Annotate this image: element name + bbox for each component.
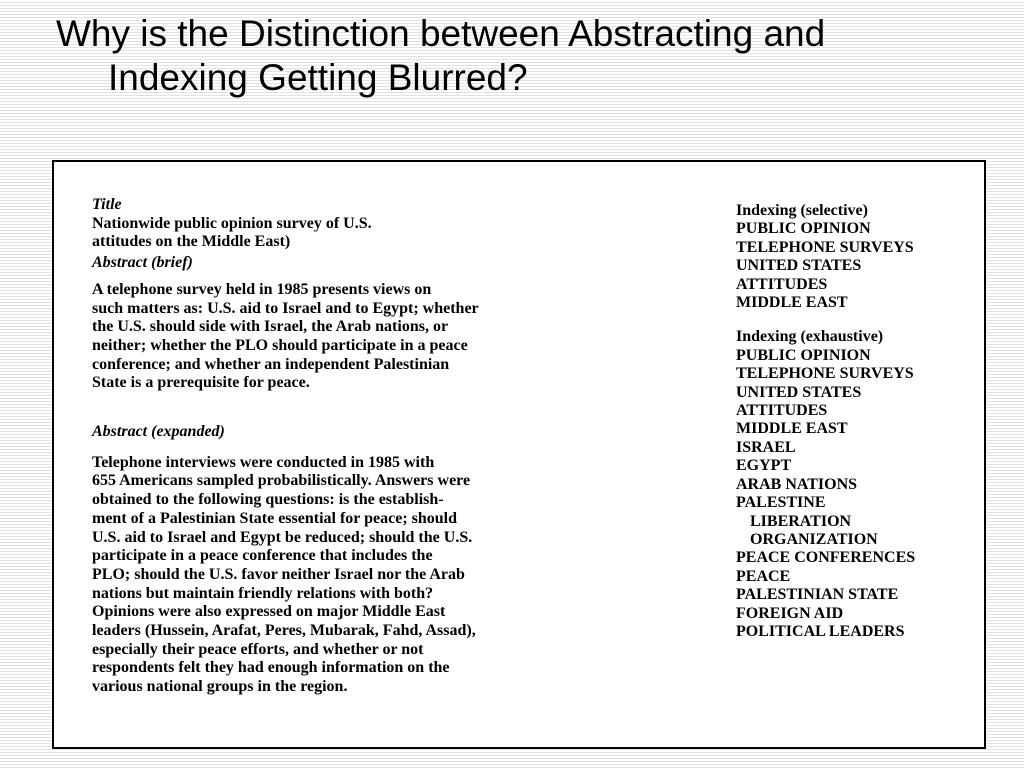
index-term: TELEPHONE SURVEYS: [736, 238, 914, 256]
index-term: UNITED STATES: [736, 257, 862, 275]
indexing-exhaustive-list: [736, 347, 984, 642]
abstract-brief-line: State is a prerequisite for peace.: [92, 374, 310, 392]
indexing-column: [736, 202, 984, 641]
slide-title: [56, 12, 996, 100]
abstract-expanded-line: ment of a Palestinian State essential for peace; should: [92, 509, 458, 527]
abstract-brief-line: conference; and whether an independent Palestinian: [92, 355, 450, 373]
abstract-brief-text: [92, 281, 682, 393]
indexing-exhaustive-heading: Indexing (exhaustive): [736, 328, 884, 346]
index-term: LIBERATION: [750, 512, 852, 530]
index-term: ORGANIZATION: [750, 530, 878, 548]
index-term: PALESTINIAN STATE: [736, 586, 899, 604]
index-term: ARAB NATIONS: [736, 475, 858, 493]
index-term: ATTITUDES: [736, 402, 828, 420]
index-term: PEACE: [736, 567, 791, 585]
abstract-brief-heading: Abstract (brief): [92, 254, 193, 272]
abstract-expanded-line: PLO; should the U.S. favor neither Israel nor the Arab: [92, 565, 465, 583]
index-term: FOREIGN AID: [736, 604, 844, 622]
index-term: UNITED STATES: [736, 383, 862, 401]
abstract-expanded-heading: Abstract (expanded): [92, 423, 225, 441]
abstract-expanded-line: 655 Americans sampled probabilistically. Answers were: [92, 472, 471, 490]
abstract-expanded-line: participate in a peace conference that includes the: [92, 547, 433, 565]
index-term: PALESTINE: [736, 494, 826, 512]
abstract-expanded-line: nations but maintain friendly relations with both?: [92, 584, 434, 602]
abstract-brief-line: such matters as: U.S. aid to Israel and to Egypt; whether: [92, 299, 479, 317]
index-term: EGYPT: [736, 457, 792, 475]
title-line: Nationwide public opinion survey of U.S.: [92, 214, 372, 232]
abstract-expanded-line: various national groups in the region.: [92, 678, 348, 696]
abstract-expanded-line: obtained to the following questions: is the establish-: [92, 491, 444, 509]
index-term: MIDDLE EAST: [736, 420, 848, 438]
index-term: PEACE CONFERENCES: [736, 549, 916, 567]
index-term: MIDDLE EAST: [736, 294, 848, 312]
index-term: ATTITUDES: [736, 275, 828, 293]
slide-title-line-2: Indexing Getting Blurred?: [108, 57, 528, 98]
abstract-expanded-line: especially their peace efforts, and whether or not: [92, 640, 424, 658]
abstract-expanded-line: respondents felt they had enough information on the: [92, 659, 450, 677]
indexing-selective-heading: Indexing (selective): [736, 202, 868, 219]
index-term: POLITICAL LEADERS: [736, 622, 905, 640]
index-term: TELEPHONE SURVEYS: [736, 365, 914, 383]
slide-title-line-1: Why is the Distinction between Abstracting and: [56, 13, 826, 54]
title-line: attitudes on the Middle East): [92, 233, 291, 251]
abstract-brief-line: A telephone survey held in 1985 presents views on: [92, 280, 432, 298]
abstract-expanded-line: leaders (Hussein, Arafat, Peres, Mubarak, Fahd, Assad),: [92, 622, 476, 640]
abstract-expanded-line: Telephone interviews were conducted in 1985 with: [92, 453, 435, 471]
abstract-expanded-text: [92, 454, 682, 697]
abstract-expanded-line: Opinions were also expressed on major Middle East: [92, 603, 446, 621]
index-term: PUBLIC OPINION: [736, 220, 871, 238]
title-heading: Title: [92, 196, 122, 213]
title-text: [92, 215, 682, 252]
abstract-brief-line: the U.S. should side with Israel, the Arab nations, or: [92, 318, 449, 336]
abstract-expanded-line: U.S. aid to Israel and Egypt be reduced; should the U.S.: [92, 528, 473, 546]
index-term: PUBLIC OPINION: [736, 346, 871, 364]
abstract-brief-line: neither; whether the PLO should participate in a peace: [92, 336, 468, 354]
index-term: ISRAEL: [736, 438, 796, 456]
document-text-column: [92, 196, 682, 697]
scanned-document-figure: [52, 160, 986, 749]
indexing-selective-list: [736, 220, 984, 312]
